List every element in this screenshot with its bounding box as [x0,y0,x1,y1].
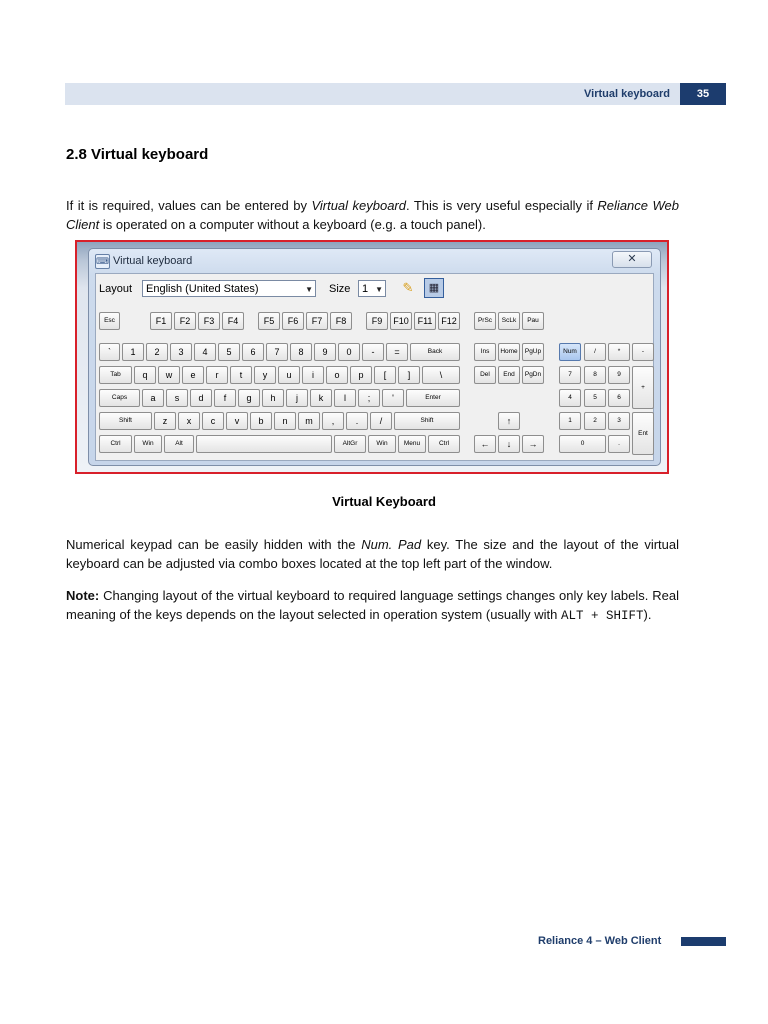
key-j[interactable]: j [286,389,308,407]
key-m[interactable]: m [298,412,320,430]
keypad-toggle-icon[interactable]: ▦ [424,278,444,298]
key-np-7[interactable]: 7 [559,366,581,384]
key-x[interactable]: x [178,412,200,430]
key-pgup[interactable]: PgUp [522,343,544,361]
layout-label: Layout [99,283,133,295]
key-e[interactable]: e [182,366,204,384]
keyboard-panel [95,273,654,461]
key-backtick[interactable]: ` [99,343,120,361]
key-h[interactable]: h [262,389,284,407]
key-altgr[interactable]: AltGr [334,435,366,453]
key-np-minus[interactable]: - [632,343,654,361]
key-f2[interactable]: F2 [174,312,196,330]
key-period[interactable]: . [346,412,368,430]
key-np-2[interactable]: 2 [584,412,606,430]
chevron-down-icon: ▼ [305,285,313,294]
key-open-bracket[interactable]: [ [374,366,396,384]
key-f8[interactable]: F8 [330,312,352,330]
key-esc[interactable]: Esc [99,312,120,330]
key-np-0[interactable]: 0 [559,435,606,453]
key-f3[interactable]: F3 [198,312,220,330]
key-5[interactable]: 5 [218,343,240,361]
virtual-keyboard-window [88,248,661,466]
key-y[interactable]: y [254,366,276,384]
key-6[interactable]: 6 [242,343,264,361]
key-np-9[interactable]: 9 [608,366,630,384]
key-np-8[interactable]: 8 [584,366,606,384]
key-enter[interactable]: Enter [406,389,460,407]
running-header-title: Virtual keyboard [584,88,670,100]
key-right-ctrl[interactable]: Ctrl [428,435,460,453]
key-l[interactable]: l [334,389,356,407]
key-sclk[interactable]: ScLk [498,312,520,330]
key-9[interactable]: 9 [314,343,336,361]
shortcut-code: ALT + SHIFT [561,609,644,623]
chevron-down-icon: ▼ [375,285,383,294]
key-quote[interactable]: ' [382,389,404,407]
intro-paragraph: If it is required, values can be entered by Virtual keyboard. This is very useful especially if Reliance Web Client is operated on a computer without a keyboard (e.g. a touch panel). [66,198,679,232]
key-7[interactable]: 7 [266,343,288,361]
key-menu[interactable]: Menu [398,435,426,453]
key-backspace[interactable]: Back [410,343,460,361]
key-minus[interactable]: - [362,343,384,361]
key-np-dot[interactable]: . [608,435,630,453]
key-equals[interactable]: = [386,343,408,361]
key-np-6[interactable]: 6 [608,389,630,407]
key-right-win[interactable]: Win [368,435,396,453]
key-comma[interactable]: , [322,412,344,430]
layout-combo-value: English (United States) [146,283,259,295]
key-arrow-right[interactable]: → [522,435,544,453]
app-icon: ⌨ [95,254,110,269]
running-footer: Reliance 4 – Web Client [538,935,662,947]
key-np-multiply[interactable]: * [608,343,630,361]
key-f5[interactable]: F5 [258,312,280,330]
figure-caption: Virtual Keyboard [332,494,436,509]
key-np-1[interactable]: 1 [559,412,581,430]
key-np-3[interactable]: 3 [608,412,630,430]
key-arrow-left[interactable]: ← [474,435,496,453]
key-left-shift[interactable]: Shift [99,412,152,430]
numpad-paragraph: Numerical keypad can be easily hidden with the Num. Pad key. The size and the layout of the virtual keyboard can be adjusted via combo boxes located at the top left part of the window. [66,537,679,571]
key-arrow-down[interactable]: ↓ [498,435,520,453]
size-combo-value: 1 [362,283,369,295]
key-prsc[interactable]: PrSc [474,312,496,330]
key-tab[interactable]: Tab [99,366,132,384]
key-v[interactable]: v [226,412,248,430]
key-f9[interactable]: F9 [366,312,388,330]
key-f6[interactable]: F6 [282,312,304,330]
key-left-ctrl[interactable]: Ctrl [99,435,132,453]
key-z[interactable]: z [154,412,176,430]
key-n[interactable]: n [274,412,296,430]
note-paragraph: Note: Changing layout of the virtual keyboard to required language settings changes only key labels. Real meaning of the keys depends on the layout selected in operation system (usually with ALT + SHIFT). [66,588,679,623]
key-f11[interactable]: F11 [414,312,436,330]
key-caps[interactable]: Caps [99,389,140,407]
key-f7[interactable]: F7 [306,312,328,330]
key-q[interactable]: q [134,366,156,384]
key-b[interactable]: b [250,412,272,430]
key-a[interactable]: a [142,389,164,407]
layout-combo[interactable] [142,280,316,297]
key-f12[interactable]: F12 [438,312,460,330]
key-left-win[interactable]: Win [134,435,162,453]
footer-bar [681,937,726,946]
key-f10[interactable]: F10 [390,312,412,330]
key-np-4[interactable]: 4 [559,389,581,407]
key-c[interactable]: c [202,412,224,430]
key-del[interactable]: Del [474,366,496,384]
key-f[interactable]: f [214,389,236,407]
key-np-5[interactable]: 5 [584,389,606,407]
key-np-plus[interactable]: + [632,366,654,409]
key-arrow-up[interactable]: ↑ [498,412,520,430]
section-title: 2.8 Virtual keyboard [66,146,209,163]
key-r[interactable]: r [206,366,228,384]
key-k[interactable]: k [310,389,332,407]
key-w[interactable]: w [158,366,180,384]
key-i[interactable]: i [302,366,324,384]
key-2[interactable]: 2 [146,343,168,361]
close-button[interactable]: ✕ [612,251,652,268]
key-pgdn[interactable]: PgDn [522,366,544,384]
virtual-keyboard-screenshot [75,240,669,474]
key-1[interactable]: 1 [122,343,144,361]
key-g[interactable]: g [238,389,260,407]
window-title: Virtual keyboard [113,255,193,267]
key-semicolon[interactable]: ; [358,389,380,407]
key-close-bracket[interactable]: ] [398,366,420,384]
key-numlock[interactable]: Num [559,343,581,361]
note-label: Note: [66,588,100,603]
size-label: Size [329,283,351,295]
key-ins[interactable]: Ins [474,343,496,361]
key-end[interactable]: End [498,366,520,384]
key-f4[interactable]: F4 [222,312,244,330]
key-8[interactable]: 8 [290,343,312,361]
key-0[interactable]: 0 [338,343,360,361]
key-alt[interactable]: Alt [164,435,194,453]
broom-icon[interactable]: ✎ [402,280,414,295]
key-np-enter[interactable]: Ent [632,412,654,455]
key-home[interactable]: Home [498,343,520,361]
key-slash[interactable]: / [370,412,392,430]
key-d[interactable]: d [190,389,212,407]
key-s[interactable]: s [166,389,188,407]
key-space[interactable] [196,435,332,453]
key-f1[interactable]: F1 [150,312,172,330]
key-3[interactable]: 3 [170,343,192,361]
key-np-divide[interactable]: / [584,343,606,361]
size-combo[interactable] [358,280,386,297]
running-header [65,83,680,105]
key-right-shift[interactable]: Shift [394,412,460,430]
key-u[interactable]: u [278,366,300,384]
key-t[interactable]: t [230,366,252,384]
key-backslash[interactable]: \ [422,366,460,384]
key-o[interactable]: o [326,366,348,384]
key-4[interactable]: 4 [194,343,216,361]
key-p[interactable]: p [350,366,372,384]
page-number: 35 [680,83,726,105]
key-pau[interactable]: Pau [522,312,544,330]
